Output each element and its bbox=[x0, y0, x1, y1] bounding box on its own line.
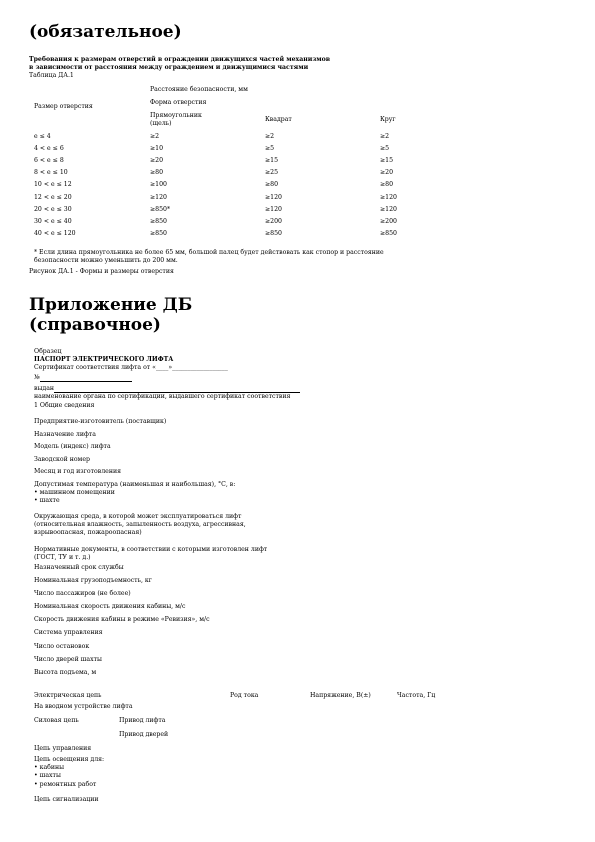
norms-line2: (ГОСТ, ТУ и т. д.) bbox=[34, 554, 91, 561]
passport-tech-field: Число дверей шахты bbox=[34, 656, 102, 663]
table-cell-square: ≥25 bbox=[265, 169, 279, 177]
passport-tech-field: Система управления bbox=[34, 629, 103, 636]
section-general: 1 Общие сведения bbox=[34, 402, 95, 409]
passport-tech-field: Скорость движения кабины в режиме «Ревизия», м/с bbox=[34, 616, 210, 623]
footnote-line2: безопасности можно уменьшить до 200 мм. bbox=[34, 257, 178, 264]
table-cell-circle: ≥850 bbox=[380, 229, 397, 237]
table-caption-line1: Требования к размерам отверстий в ограждении движущихся частей механизмов bbox=[29, 56, 331, 63]
power-col-circuit: Электрическая цепь bbox=[34, 692, 102, 699]
passport-field: Модель (индекс) лифта bbox=[34, 443, 111, 450]
table-cell-square: ≥850 bbox=[265, 229, 282, 237]
table-cell-square: ≥120 bbox=[265, 193, 282, 201]
temperature-label: Допустимая температура (наименьшая и наибольшая), °С, в: bbox=[34, 481, 236, 488]
figure-caption: Рисунок ДА.1 - Формы и размеры отверстия bbox=[29, 268, 174, 275]
table-cell-rect: ≥100 bbox=[150, 181, 167, 189]
passport-tech-field: Номинальная грузоподъемность, кг bbox=[34, 577, 153, 584]
table-cell-circle: ≥15 bbox=[380, 157, 394, 165]
environment-line1: Окружающая среда, в которой может эксплуатироваться лифт bbox=[34, 513, 242, 520]
lighting-item-shaft: • шахты bbox=[34, 772, 61, 779]
table-cell-rect: ≥850 bbox=[150, 229, 167, 237]
table-cell-circle: ≥80 bbox=[380, 181, 394, 189]
power-col-current: Род тока bbox=[230, 692, 259, 699]
passport-tech-field: Высота подъема, м bbox=[34, 669, 97, 676]
power-row-power-circuit: Силовая цепь bbox=[34, 717, 79, 724]
table-cell-rect: ≥850 bbox=[150, 217, 167, 225]
environment-line2: (относительная влажность, запыленность воздуха, агрессивная, bbox=[34, 521, 246, 528]
annex-b-subheading: (справочное) bbox=[29, 315, 161, 335]
power-drive-lift: Привод лифта bbox=[119, 717, 166, 724]
lighting-item-cabin: • кабины bbox=[34, 764, 65, 771]
table-cell-rect: ≥10 bbox=[150, 145, 164, 153]
table-cell-circle: ≥2 bbox=[380, 133, 390, 140]
certificate-number-line bbox=[40, 381, 132, 382]
temperature-item-shaft: • шахте bbox=[34, 497, 60, 504]
table-cell-square: ≥2 bbox=[265, 133, 275, 140]
sample-label: Образец bbox=[34, 348, 62, 355]
footnote-line1: * Если длина прямоугольника не более 65 мм, большой палец будет действовать как стопор и расстояние bbox=[34, 249, 384, 256]
passport-field: Заводской номер bbox=[34, 456, 90, 463]
table-cell-size: 10 < е ≤ 12 bbox=[34, 181, 72, 189]
passport-field: Месяц и год изготовления bbox=[34, 468, 121, 475]
table-cell-rect: ≥850* bbox=[150, 205, 171, 213]
table-cell-rect: ≥120 bbox=[150, 193, 167, 201]
table-cell-rect: ≥2 bbox=[150, 133, 160, 140]
power-col-frequency: Частота, Гц bbox=[397, 692, 436, 699]
table-cell-circle: ≥120 bbox=[380, 205, 397, 213]
table-cell-circle: ≥20 bbox=[380, 169, 394, 177]
table-cell-size: 30 < е ≤ 40 bbox=[34, 217, 72, 225]
table-cell-size: 4 < е ≤ 6 bbox=[34, 145, 64, 153]
norms-line1: Нормативные документы, в соответствии с которыми изготовлен лифт bbox=[34, 546, 268, 553]
table-cell-circle: ≥200 bbox=[380, 217, 397, 225]
environment-line3: взрывоопасная, пожароопасная) bbox=[34, 529, 142, 536]
passport-field: Назначение лифта bbox=[34, 431, 96, 438]
passport-tech-field: Число пассажиров (не более) bbox=[34, 590, 131, 597]
table-cell-square: ≥15 bbox=[265, 157, 279, 165]
power-col-voltage: Напряжение, В(±) bbox=[310, 692, 371, 699]
table-cell-size: 40 < е ≤ 120 bbox=[34, 229, 76, 237]
table-cell-size: 12 < е ≤ 20 bbox=[34, 193, 72, 201]
power-drive-doors: Привод дверей bbox=[119, 731, 169, 738]
table-cell-square: ≥5 bbox=[265, 145, 275, 153]
power-row-lighting: Цепь освещения для: bbox=[34, 756, 105, 763]
table-cell-circle: ≥120 bbox=[380, 193, 397, 201]
passport-title: ПАСПОРТ ЭЛЕКТРИЧЕСКОГО ЛИФТА bbox=[34, 356, 174, 363]
issued-label: выдан bbox=[34, 385, 55, 392]
issuer-note: наименование органа по сертификации, выдавшего сертификат соответствия bbox=[34, 393, 291, 400]
table-label: Таблица ДА.1 bbox=[29, 72, 74, 79]
table-caption-line2: в зависимости от расстояния между ограждением и движущимися частями bbox=[29, 64, 309, 71]
table-cell-circle: ≥5 bbox=[380, 145, 390, 153]
table-cell-square: ≥120 bbox=[265, 205, 282, 213]
table-cell-rect: ≥80 bbox=[150, 169, 164, 177]
passport-field: Предприятие-изготовитель (поставщик) bbox=[34, 418, 167, 425]
table-cell-size: 20 < е ≤ 30 bbox=[34, 205, 72, 213]
passport-tech-field: Число остановок bbox=[34, 643, 90, 650]
col-header-circle: Круг bbox=[380, 116, 396, 123]
lighting-item-repair: • ремонтных работ bbox=[34, 781, 97, 788]
col-header-square: Квадрат bbox=[265, 116, 292, 123]
power-row-input: На вводном устройстве лифта bbox=[34, 703, 133, 710]
passport-tech-field: Назначенный срок службы bbox=[34, 564, 124, 571]
power-row-signal: Цепь сигнализации bbox=[34, 796, 99, 803]
table-cell-size: 6 < е ≤ 8 bbox=[34, 157, 64, 165]
table-cell-square: ≥80 bbox=[265, 181, 279, 189]
power-row-control: Цепь управления bbox=[34, 745, 92, 752]
passport-tech-field: Номинальная скорость движения кабины, м/с bbox=[34, 603, 186, 610]
col-header-size: Размер отверстия bbox=[34, 103, 93, 110]
table-cell-rect: ≥20 bbox=[150, 157, 164, 165]
col-header-rect: Прямоугольник (щель) bbox=[150, 112, 202, 127]
col-header-shape: Форма отверстия bbox=[150, 99, 207, 106]
annex-b-heading: Приложение ДБ bbox=[29, 295, 193, 315]
annex-a-heading: (обязательное) bbox=[29, 22, 182, 42]
temperature-item-machine-room: • машинном помещении bbox=[34, 489, 115, 496]
table-cell-size: 8 < е ≤ 10 bbox=[34, 169, 68, 177]
certificate-number-label: № bbox=[34, 374, 40, 381]
table-cell-size: е ≤ 4 bbox=[34, 133, 51, 140]
table-cell-square: ≥200 bbox=[265, 217, 282, 225]
certificate-line: Сертификат соответствия лифта от «____»__________________ bbox=[34, 364, 228, 371]
col-header-distance: Расстояние безопасности, мм bbox=[150, 86, 248, 93]
